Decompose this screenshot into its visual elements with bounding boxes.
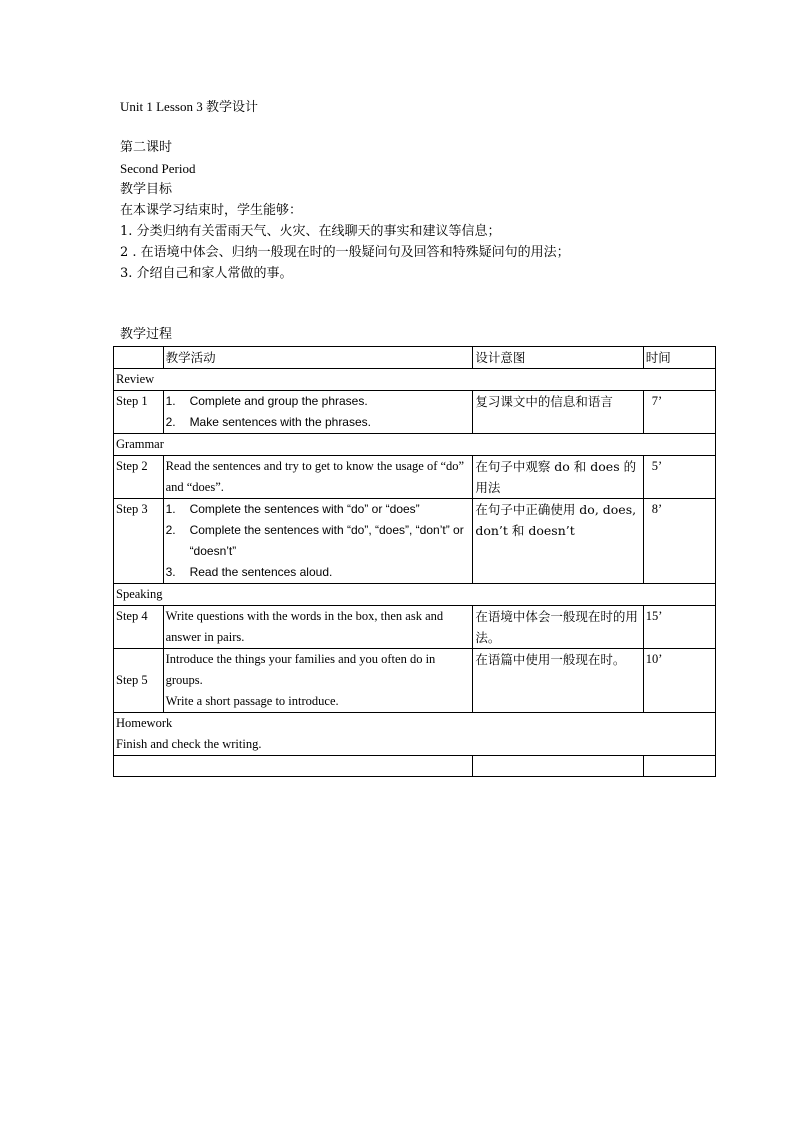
objective-item: 3. 介绍自己和家人常做的事。 [120, 266, 293, 281]
step-label: Step 4 [114, 606, 164, 649]
section-label: Grammar [114, 434, 716, 456]
time-cell: 10’ [643, 649, 715, 713]
header-cell-time: 时间 [643, 347, 715, 369]
list-item: 2. Complete the sentences with “do”, “does”, “don’t” or “doesn’t” [165, 523, 464, 558]
empty-cell [114, 756, 473, 777]
time-cell: 7’ [643, 391, 715, 434]
list-item: 1. Complete and group the phrases. [165, 394, 368, 408]
objectives-intro: 在本课学习结束时，学生能够： [120, 203, 303, 218]
empty-cell [473, 756, 643, 777]
list-item: 2. Make sentences with the phrases. [165, 415, 371, 429]
document-title: Unit 1 Lesson 3 教学设计 [120, 99, 258, 114]
list-item: 3. Read the sentences aloud. [165, 565, 333, 579]
intent-cell: 复习课文中的信息和语言 [473, 391, 643, 434]
homework-label: Homework [116, 716, 173, 730]
step-label: Step 5 [114, 649, 164, 713]
activity-line: Write a short passage to introduce. [165, 694, 339, 708]
activity-line: Introduce the things your families and you often do in groups. [165, 652, 436, 687]
table-row-homework [114, 713, 716, 756]
section-row-grammar [114, 434, 716, 456]
activity-cell [163, 391, 473, 434]
intent-cell: 在句子中正确使用 do, does, don’t 和 doesn’t [473, 499, 643, 584]
objective-item: 2 . 在语境中体会、归纳一般现在时的一般疑问句及回答和特殊疑问句的用法； [120, 245, 570, 260]
section-row-review [114, 369, 716, 391]
activity-cell: Write questions with the words in the box, then ask and answer in pairs. [163, 606, 473, 649]
header-cell-blank [114, 347, 164, 369]
intent-cell: 在语境中体会一般现在时的用法。 [473, 606, 643, 649]
table-row-step5 [114, 649, 716, 713]
period-cn: 第二课时 [120, 140, 173, 155]
homework-text: Finish and check the writing. [116, 737, 262, 751]
table-row-step3 [114, 499, 716, 584]
table-row-empty [114, 756, 716, 777]
table-row-step1 [114, 391, 716, 434]
section-row-speaking [114, 584, 716, 606]
header-cell-intent: 设计意图 [473, 347, 643, 369]
table-row-step4 [114, 606, 716, 649]
lesson-table [113, 346, 716, 777]
time-cell: 8’ [643, 499, 715, 584]
objective-item: 1. 分类归纳有关雷雨天气、火灾、在线聊天的事实和建议等信息； [120, 224, 501, 239]
activity-cell: Read the sentences and try to get to know the usage of “do” and “does”. [163, 456, 473, 499]
objectives-heading: 教学目标 [120, 182, 173, 197]
period-en: Second Period [120, 161, 196, 176]
activity-cell [163, 649, 473, 713]
list-item: 1. Complete the sentences with “do” or “does” [165, 502, 420, 516]
empty-cell [643, 756, 715, 777]
table-header-row [114, 347, 716, 369]
time-cell: 5’ [643, 456, 715, 499]
step-label: Step 2 [114, 456, 164, 499]
intent-cell: 在语篇中使用一般现在时。 [473, 649, 643, 713]
section-label: Review [114, 369, 716, 391]
homework-cell [114, 713, 716, 756]
step-label: Step 1 [114, 391, 164, 434]
process-heading: 教学过程 [120, 327, 173, 342]
activity-cell [163, 499, 473, 584]
section-label: Speaking [114, 584, 716, 606]
time-cell: 15’ [643, 606, 715, 649]
intent-cell: 在句子中观察 do 和 does 的用法 [473, 456, 643, 499]
table-row-step2 [114, 456, 716, 499]
header-cell-activity: 教学活动 [163, 347, 473, 369]
step-label: Step 3 [114, 499, 164, 584]
